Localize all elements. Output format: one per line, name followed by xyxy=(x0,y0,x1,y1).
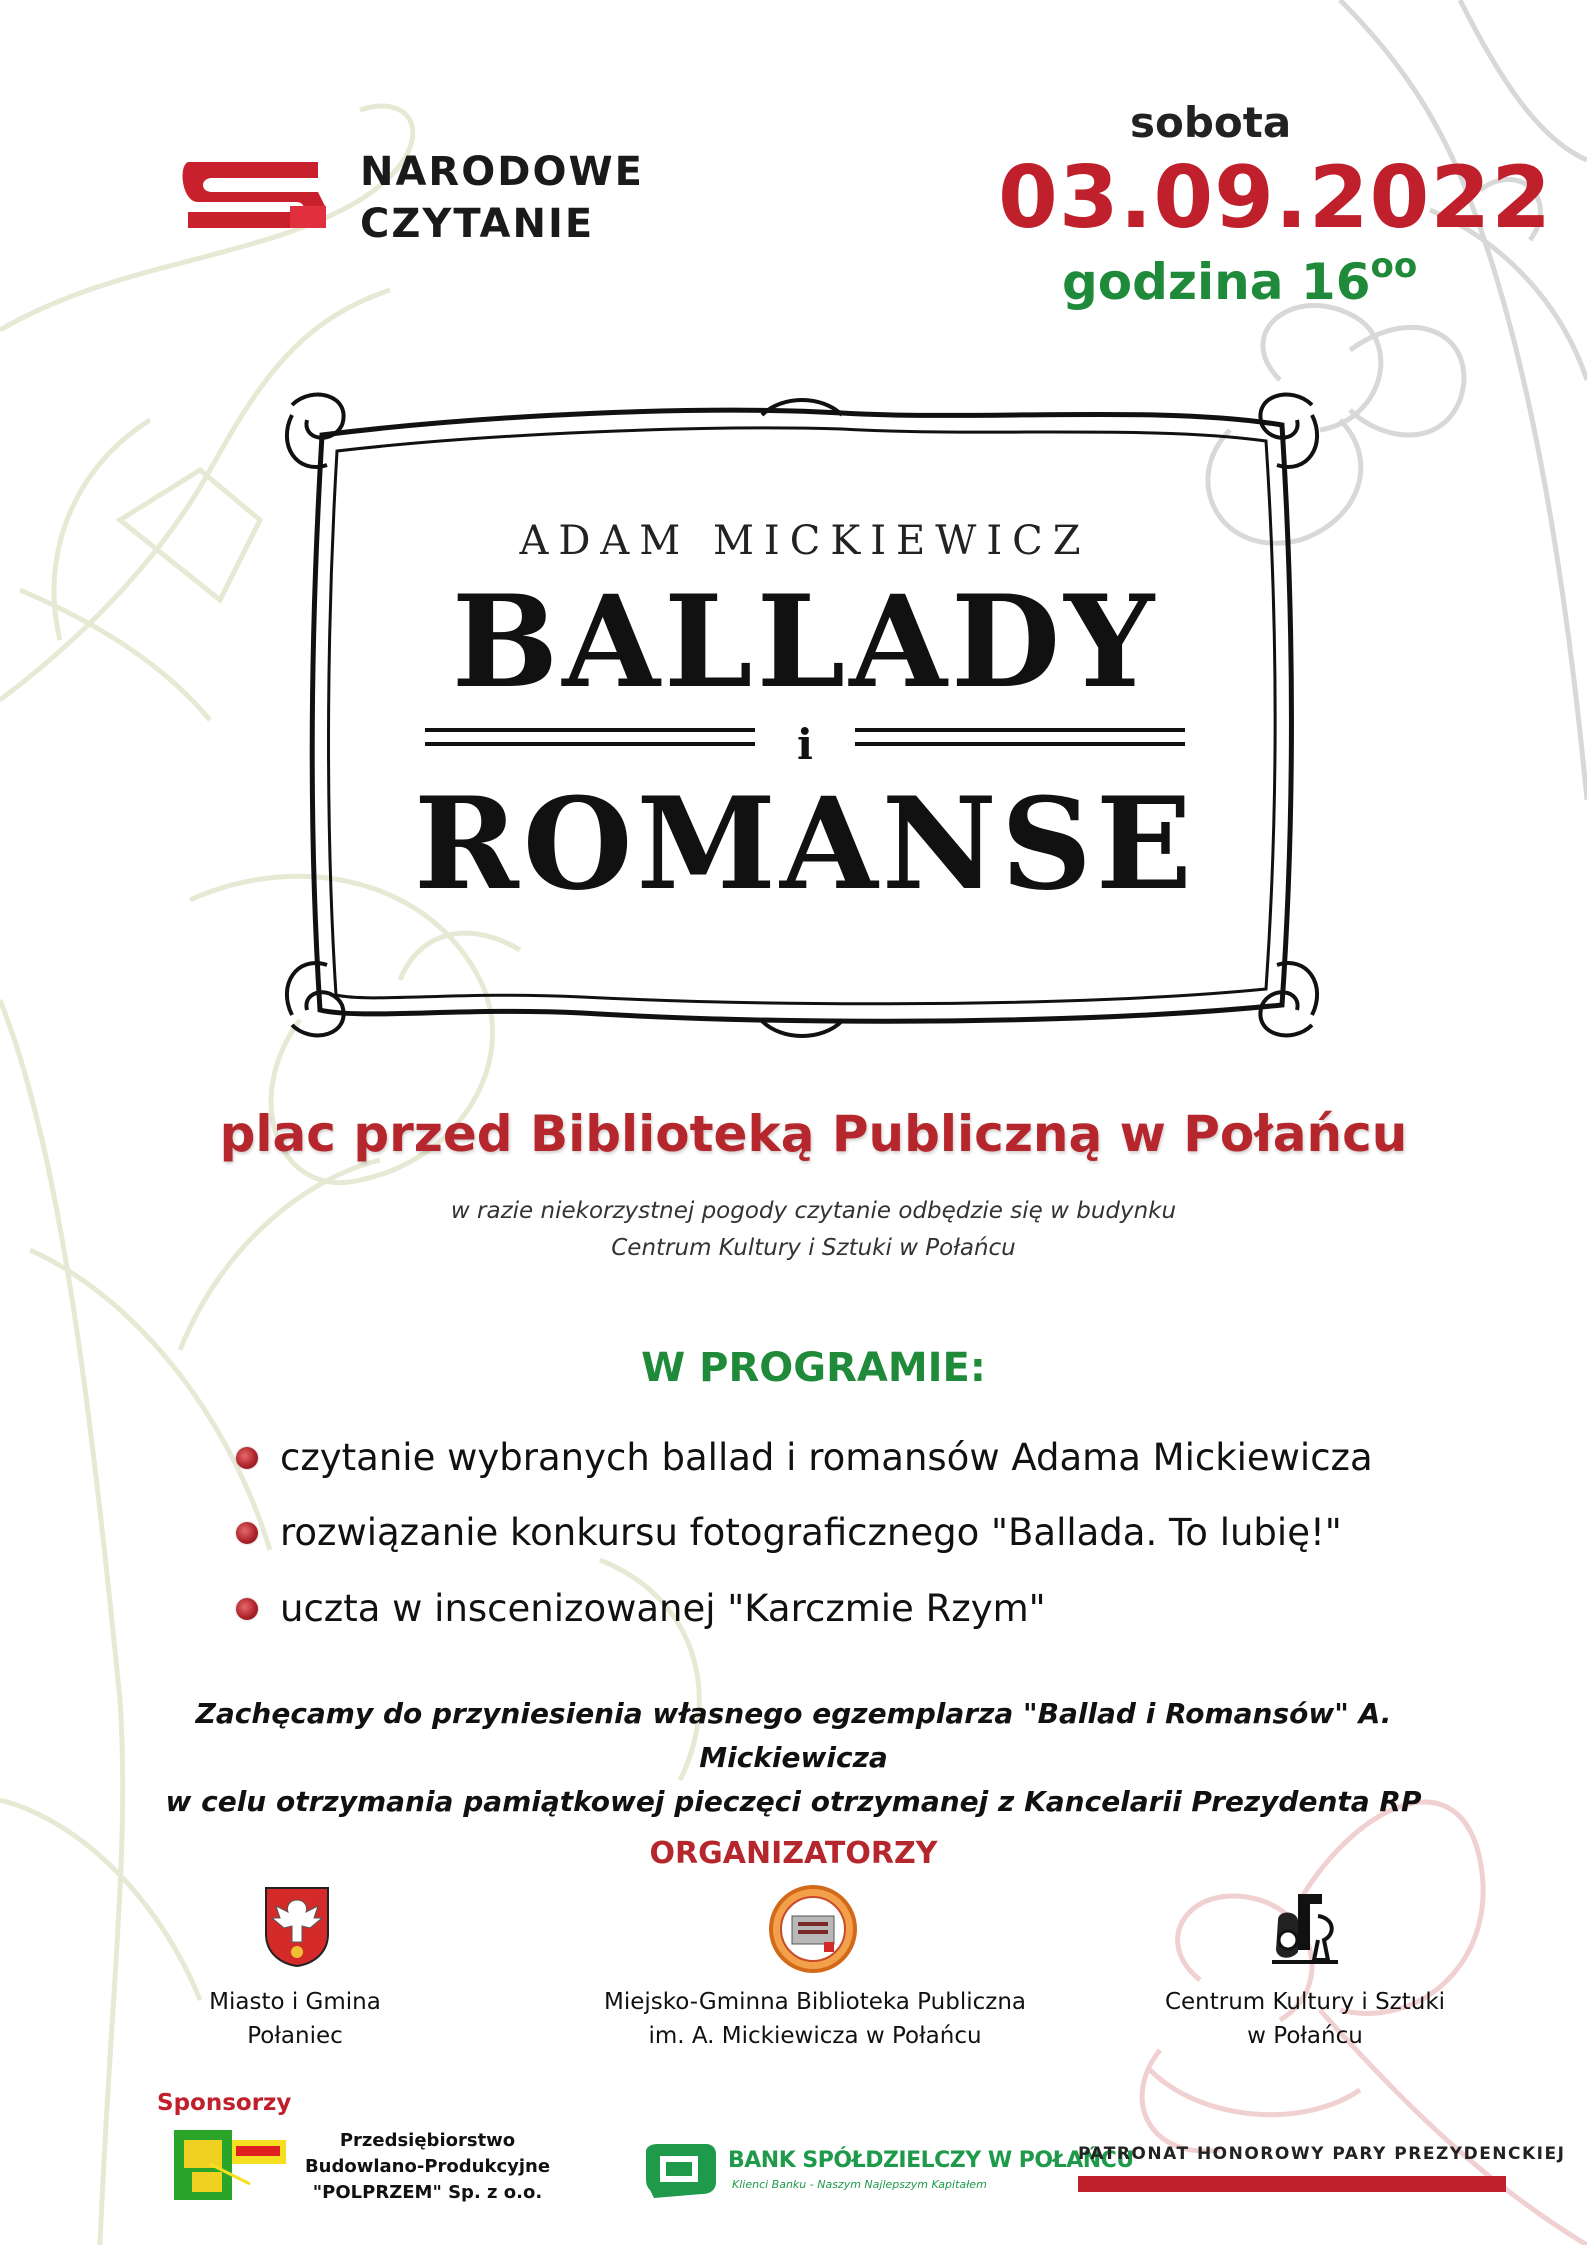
encouragement-line1: Zachęcamy do przyniesienia własnego egzemplarza "Ballad i Romansów" A. Mickiewicza xyxy=(195,1697,1392,1774)
library-badge-icon xyxy=(768,1884,858,1974)
book-title-line2: ROMANSE xyxy=(414,770,1196,918)
polprzem-line2: Budowlano-Produkcyjne xyxy=(304,2156,551,2177)
honorary-patronage: PATRONAT HONOROWY PARY PREZYDENCKIEJ xyxy=(1078,2144,1566,2164)
encouragement-text xyxy=(100,1692,1487,1824)
organizers-heading: ORGANIZATORZY xyxy=(649,1836,938,1871)
arts-lyre-icon xyxy=(1268,1890,1342,1966)
program-item-text: rozwiązanie konkursu fotograficznego "Ballada. To lubię!" xyxy=(280,1511,1342,1554)
book-author: ADAM MICKIEWICZ xyxy=(519,518,1091,564)
event-day: sobota xyxy=(1130,98,1292,147)
organizer-library xyxy=(590,1985,1040,2053)
sponsor-polprzem xyxy=(300,2128,555,2206)
venue-note-line2: Centrum Kultury i Sztuki w Połańcu xyxy=(611,1235,1016,1261)
eagle-crest-icon xyxy=(262,1884,332,1968)
sponsors-heading: Sponsorzy xyxy=(157,2090,292,2116)
organizer-library-line2: im. A. Mickiewicza w Połańcu xyxy=(648,2023,982,2049)
bank-logo-icon xyxy=(640,2142,718,2202)
program-item-text: czytanie wybranych ballad i romansów Adama Mickiewicza xyxy=(280,1436,1373,1479)
program-heading: W PROGRAMIE: xyxy=(641,1345,986,1391)
event-hour-text: godzina 16 xyxy=(1062,253,1371,311)
organizer-culture-center xyxy=(1155,1985,1455,2053)
organizer-city-line2: Połaniec xyxy=(247,2023,343,2049)
sponsor-bank-slogan: Klienci Banku - Naszym Najlepszym Kapitałem xyxy=(732,2178,987,2191)
program-item xyxy=(236,1436,1373,1479)
organizer-library-line1: Miejsko-Gminna Biblioteka Publiczna xyxy=(604,1989,1026,2015)
venue-place: plac przed Biblioteką Publiczną w Połańcu xyxy=(219,1105,1408,1163)
program-item xyxy=(236,1511,1342,1554)
logo-wordmark xyxy=(360,146,644,250)
organizer-city-line1: Miasto i Gmina xyxy=(209,1989,381,2015)
sponsor-bank-name: BANK SPÓŁDZIELCZY W POŁAŃCU xyxy=(728,2148,1134,2173)
venue-note xyxy=(300,1193,1327,1267)
bullet-icon xyxy=(236,1447,258,1469)
polprzem-logo-icon xyxy=(170,2124,290,2206)
narodowe-czytanie-logo-icon xyxy=(178,152,333,238)
bullet-icon xyxy=(236,1598,258,1620)
logo-line1: NARODOWE xyxy=(360,149,644,195)
patronage-flag-bar xyxy=(1078,2176,1506,2192)
organizer-culture-line2: w Połańcu xyxy=(1247,2023,1363,2049)
book-title-line1: BALLADY xyxy=(451,568,1159,716)
logo-line2: CZYTANIE xyxy=(360,201,595,247)
bullet-icon xyxy=(236,1522,258,1544)
program-item xyxy=(236,1587,1046,1630)
polprzem-line3: "POLPRZEM" Sp. z o.o. xyxy=(312,2182,543,2203)
organizer-city xyxy=(170,1985,420,2053)
organizer-culture-line1: Centrum Kultury i Sztuki xyxy=(1164,1989,1446,2015)
book-title-conjunction: i xyxy=(797,720,813,769)
event-hour xyxy=(1062,246,1417,311)
program-item-text: uczta w inscenizowanej "Karczmie Rzym" xyxy=(280,1587,1046,1630)
encouragement-line2: w celu otrzymania pamiątkowej pieczęci otrzymanej z Kancelarii Prezydenta RP xyxy=(165,1785,1422,1818)
event-date: 03.09.2022 xyxy=(998,148,1553,248)
venue-note-line1: w razie niekorzystnej pogody czytanie odbędzie się w budynku xyxy=(450,1198,1177,1224)
polprzem-line1: Przedsiębiorstwo xyxy=(339,2130,516,2151)
event-hour-minutes: oo xyxy=(1370,246,1418,286)
